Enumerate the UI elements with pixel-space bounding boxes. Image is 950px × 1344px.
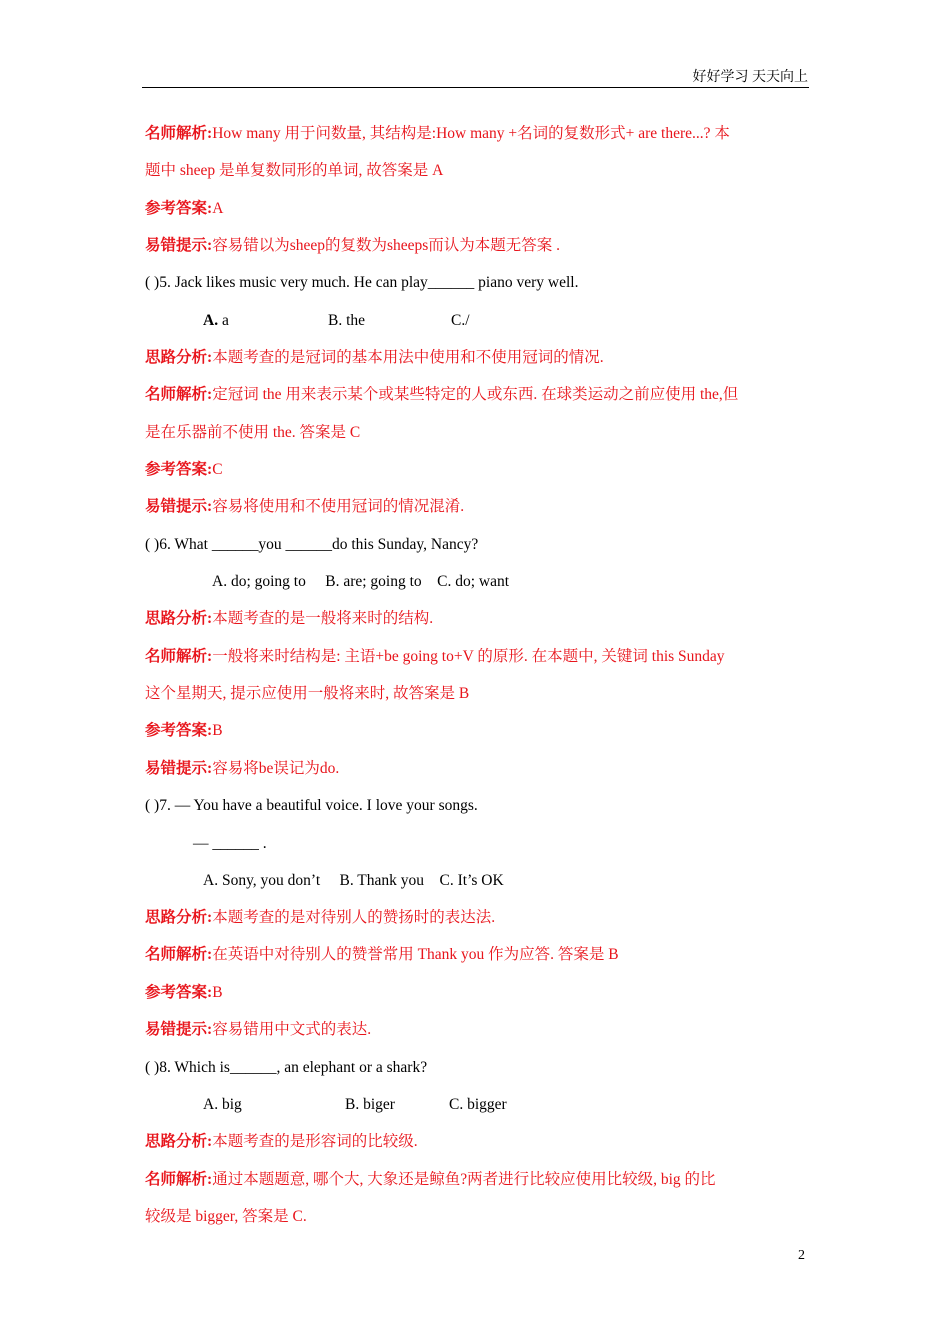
q5-stem: ( )5. Jack likes music very much. He can play______ piano very well. bbox=[145, 274, 579, 291]
q7-tip: 易错提示:容易错用中文式的表达. bbox=[145, 1021, 372, 1038]
page-number: 2 bbox=[798, 1248, 805, 1263]
q8-options bbox=[203, 1095, 507, 1115]
q7-answer: 参考答案:B bbox=[145, 984, 223, 1001]
q4-teacher-text: How many 用于问数量, 其结构是:How many +名词的复数形式+ are there...? 本 bbox=[212, 125, 730, 142]
q5-option-a: A. a bbox=[203, 312, 229, 329]
q6-teacher-line1: 名师解析:一般将来时结构是: 主语+be going to+V 的原形. 在本题中, 关键词 this Sunday bbox=[145, 648, 725, 665]
q8-option-c: C. bigger bbox=[449, 1096, 507, 1113]
q6-answer: 参考答案:B bbox=[145, 722, 223, 739]
q4-tip: 易错提示:容易错以为sheep的复数为sheeps而认为本题无答案 . bbox=[145, 237, 561, 254]
q8-teacher-line1: 名师解析:通过本题题意, 哪个大, 大象还是鲸鱼?两者进行比较应使用比较级, big 的比 bbox=[145, 1171, 716, 1188]
q5-options bbox=[203, 311, 470, 331]
q6-stem: ( )6. What ______you ______do this Sunday, Nancy? bbox=[145, 536, 479, 553]
q7-options: A. Sony, you don’t B. Thank you C. It’s OK bbox=[203, 872, 504, 889]
header-rule bbox=[142, 87, 809, 88]
q5-tip: 易错提示:容易将使用和不使用冠词的情况混淆. bbox=[145, 498, 465, 515]
q7-teacher: 名师解析:在英语中对待别人的赞誉常用 Thank you 作为应答. 答案是 B bbox=[145, 946, 619, 963]
q4-answer: 参考答案:A bbox=[145, 200, 224, 217]
q7-stem: ( )7. — You have a beautiful voice. I love your songs. bbox=[145, 797, 478, 814]
q5-option-b: B. the bbox=[328, 312, 366, 329]
q6-analysis: 思路分析:本题考查的是一般将来时的结构. bbox=[145, 610, 434, 627]
q5-teacher-line2: 是在乐器前不使用 the. 答案是 C bbox=[145, 424, 361, 441]
q5-answer: 参考答案:C bbox=[145, 461, 223, 478]
q8-stem: ( )8. Which is______, an elephant or a shark? bbox=[145, 1059, 428, 1076]
q8-teacher-line2: 较级是 bigger, 答案是 C. bbox=[145, 1208, 307, 1225]
q6-tip: 易错提示:容易将be误记为do. bbox=[145, 760, 340, 777]
header-text: 好好学习 天天向上 bbox=[692, 70, 808, 85]
q5-option-c: C./ bbox=[451, 312, 470, 329]
q4-teacher-line2: 题中 sheep 是单复数同形的单词, 故答案是 A bbox=[145, 162, 444, 179]
q8-option-b: B. biger bbox=[345, 1096, 395, 1113]
q4-teacher-line1: 名师解析:How many 用于问数量, 其结构是:How many +名词的复数形式+ are there...? 本 bbox=[145, 125, 730, 142]
q5-teacher-line1: 名师解析:定冠词 the 用来表示某个或某些特定的人或东西. 在球类运动之前应使用 the,但 bbox=[145, 386, 739, 403]
q6-teacher-line2: 这个星期天, 提示应使用一般将来时, 故答案是 B bbox=[145, 685, 470, 702]
q8-option-a: A. big bbox=[203, 1096, 242, 1113]
q6-options: A. do; going to B. are; going to C. do; want bbox=[212, 573, 510, 590]
q8-analysis: 思路分析:本题考查的是形容词的比较级. bbox=[145, 1133, 418, 1150]
teacher-label: 名师解析 bbox=[145, 125, 208, 142]
q5-analysis: 思路分析:本题考查的是冠词的基本用法中使用和不使用冠词的情况. bbox=[145, 349, 604, 366]
q7-analysis: 思路分析:本题考查的是对待别人的赞扬时的表达法. bbox=[145, 909, 496, 926]
q7-reply: — ______ . bbox=[193, 835, 267, 852]
